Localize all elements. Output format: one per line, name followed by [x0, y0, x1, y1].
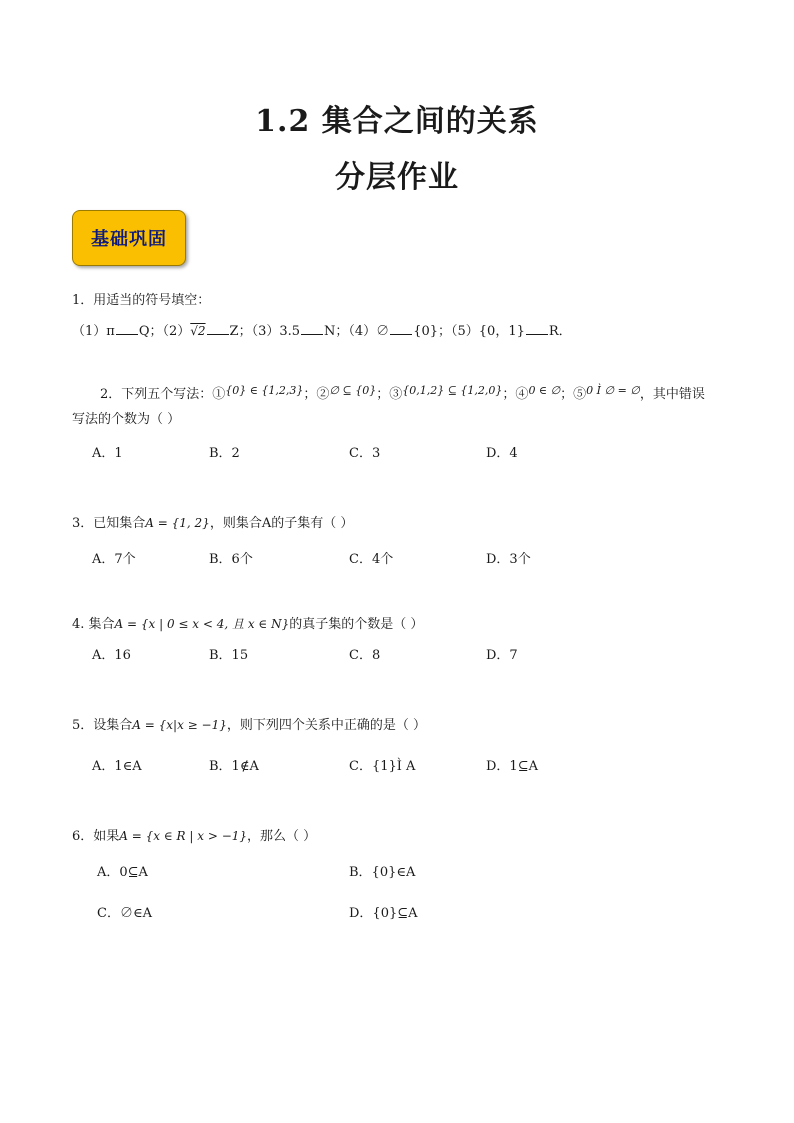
q5-option-d: D．1⊆A: [486, 759, 538, 774]
blank-4: [390, 323, 412, 335]
q3-option-d: D．3个: [486, 552, 531, 567]
q3-option-c: C．4个: [349, 552, 394, 567]
q6-option-c: C．∅∈A: [97, 906, 152, 921]
blank-2: [207, 323, 229, 335]
q6-option-d: D．{0}⊆A: [349, 906, 418, 921]
q1-blanks: （1）π Q；（2）√2 Z；（3）3.5 N；（4）∅ {0}；（5）{0，1} R．: [72, 324, 572, 339]
q2-option-b: B．2: [209, 446, 240, 461]
blank-5: [526, 323, 548, 335]
q5-stem: 5．设集合A = {x|x ≥ −1}，则下列四个关系中正确的是（ ）: [72, 718, 426, 733]
q3-option-b: B．6个: [209, 552, 253, 567]
q3-option-a: A．7个: [92, 552, 136, 567]
q2-stem: 2．下列五个写法：①$^{\{0\} \in \{1,2,3\}}$；②$^{\emptyset ⊆ \{0\}}$；③$^{\{0,1,2\} ⊆ \{1,2,0\}}$；④$^{0 \in \emptyset}$；⑤$^{0 Ì \emptyset = \emptyset}$，其中错误: [100, 384, 705, 402]
q4-option-c: C．8: [349, 648, 381, 663]
blank-3: [301, 323, 323, 335]
q2-option-c: C．3: [349, 446, 381, 461]
section-label: 基础巩固: [91, 229, 167, 250]
q1-stem: 1．用适当的符号填空：: [72, 293, 211, 308]
blank-1: [116, 323, 138, 335]
q2-option-d: D．4: [486, 446, 518, 461]
document-title: 1.2 集合之间的关系: [255, 104, 539, 139]
q6-option-a: A．0⊆A: [97, 865, 148, 880]
q2-option-a: A．1: [92, 446, 123, 461]
q3-stem: 3．已知集合A = {1, 2}，则集合A的子集有（ ）: [72, 516, 354, 531]
q2-stem-line2: 写法的个数为（ ）: [72, 412, 181, 427]
q4-option-a: A．16: [92, 648, 131, 663]
sqrt-2: √2: [190, 324, 206, 338]
q4-option-b: B．15: [209, 648, 249, 663]
q6-option-b: B．{0}∈A: [349, 865, 416, 880]
q5-option-a: A．1∈A: [92, 759, 142, 774]
document-subtitle: 分层作业: [335, 160, 459, 195]
q4-stem: 4. 集合A = {x | 0 ≤ x < 4, 且 x ∈ N}的真子集的个数是（ ）: [72, 617, 424, 632]
q4-option-d: D．7: [486, 648, 518, 663]
q5-option-c: C．{1}Ì A: [349, 759, 416, 774]
q5-option-b: B．1∉A: [209, 759, 259, 774]
section-badge: [72, 210, 186, 266]
q6-stem: 6．如果A = {x ∈ R | x > −1}，那么（ ）: [72, 829, 317, 844]
